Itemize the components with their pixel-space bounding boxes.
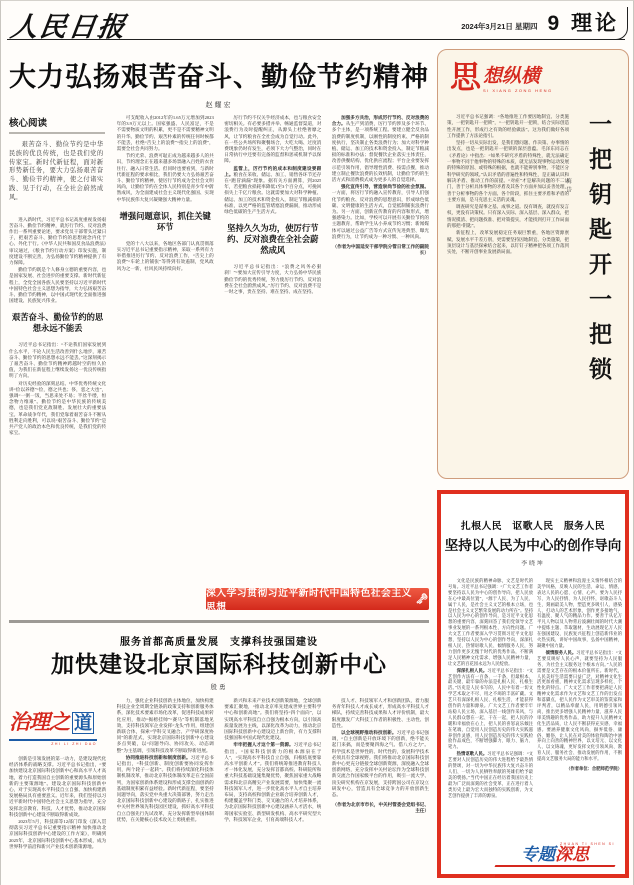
- logo-characters-red: 深思: [555, 844, 589, 864]
- logo-characters-blue: 专题: [521, 844, 555, 864]
- paragraph: 现实主义精神和浪漫主义情怀相结合的美学风格，反映人民的生活、命运、情感，表达人民的心愿、心情、心声。要为人民抒写、为人民抒情、为人民抒怀，讴歌奋斗人生，刻画最美人物，塑造更多吸引人、感染人、打动人的艺术形象，创作更多接地气、有温度、聚人气的精品力作。要善于从亿万平凡人物以及人物背后波澜壮阔的时代大潮中提炼主题、萃取题材，生动展现亿万人民在强国建设、民族复兴征程上创造新伟业的火热实践，讲好中国故事，弘扬中国精神，凝聚中国力量。: [537, 578, 622, 648]
- sixiang-body: [447, 114, 569, 466]
- logo-characters-red: 治理之: [9, 710, 69, 734]
- paragraph: 对历史经验的深刻总结。中华优秀传统文化讲“俭以养德”“俭，德之共也；侈，恶之大也”，强调“一粥一饭，当思来处不易；半丝半缕，恒念物力维艰”。勤俭节约是中华民族的传统美德，也是我们党克敌制胜、发展壮大的重要法宝。革命战争年代，我们党靠着艰苦奋斗不断从胜利走向胜利，可以说“艰苦奋斗、勤俭节约”是共产党人的政治本色和优良传统，是我们党的传家宝。: [9, 380, 107, 436]
- paragraph: 坚持一切从实际出发，是我们想问题、作决策、办事情的出发点，也是一把钥匙开一把锁的深层意蕴。毛泽东同志在《矛盾论》中指出：“如果不研究矛盾的特殊性，就无法确定一事物不同于他事物的特殊的本质，就无法发现事物运动发展的特殊的原因、或特殊的根据，也就不能辨别事物，不能区分科学研究的领域。”认识矛盾的普遍性和特殊性，是正确认识和解决矛盾、推动工作的前提。“对症”才是解决问题的不二法门，善于分析具体事物的矛盾及其各个方面并加以妥善处理，善于分析事物的各个方面、各个阶段，抓住主要矛盾和矛盾的主要方面，是马克思主义活的灵魂。: [447, 140, 569, 202]
- paragraph: 节约光荣、浪费可耻正成为越来越多人的共识，节约理念正在越来越多场景融入百姓的衣食住行、融入日常生活。但同时也要看到，与新时代新征程的要求相比，我们仍要大力弘扬艰苦奋斗、勤俭节约精神，使厉行节约成为全社会文明风尚，让勤俭节约在全体人民特别是青少年中蔚然成风，为全面建成社会主义现代化强国、实现中华民族伟大复兴凝聚强大精神力量。: [116, 153, 214, 202]
- column-subhead: 坚持久久为功，使厉行节约、反对浪费在全社会蔚然成风: [227, 223, 319, 256]
- logo-character: 思: [450, 60, 481, 95]
- key-icon: 🗝: [415, 593, 429, 605]
- article-column-4: [332, 115, 429, 581]
- paragraph: 以全球视野推动科技创新。习近平总书记强调，“自主创新是开放环境下的创新，绝不能关起门来搞，而是要聚四海之气、借八方之力”。科学技术是世界性的、时代性的，发展科学技术必须具有全球视野。我们将推动北京国际科技创新中心更充分链接全球创新资源，深度融入全球创新网络，充分发挥中关村论坛作为全球科技创新交流合作国家级平台的作用，吸引一流大学、顶尖研究机构在京发展，支持跨国公司在京设立研发中心，营造具有全球竞争力的开放创新生态。: [331, 730, 429, 798]
- author-signature: （作者为北京市市长，中关村管委会党组书记、主任）: [332, 802, 429, 814]
- logo-pinyin: SI XIANG ZONG HENG: [483, 88, 553, 93]
- sixiang-author: 梅岱: [565, 178, 571, 195]
- paragraph: 文化是民族的精神命脉，文艺是时代的号角。习近平总书记强调：“广大文艺工作者要坚持以人民为中心的创作导向，把人民放在心中最高位置”，“源于人民、为了人民、属于人民，是社会主义文艺的根本立场，也是社会主义文艺繁荣发展的动力所在”。坚持以人民为中心的创作导向，是习近平文化思想的重要内容，深刻回答了我们党领导文艺事业发展的一系列根本性、方向性问题。广大文艺工作者要深入学习贯彻习近平文化思想，坚持以人民为中心的创作导向，深深扎根人民、热情讴歌人民、倾情服务人民，努力创作更多无愧于时代的优秀作品，不断满足人民精神文化需求、增强人民精神力量，让文艺的百花园永远为人民绽放。: [448, 578, 533, 666]
- bottom-column-4: [332, 698, 429, 878]
- paragraph: 厉行节约不仅关乎经济成本，也与粮食安全密切相关。有必要多措并举、畅通监督渠道，对浪费行为及时提醒纠正，从源头上杜绝奢靡之风，让节约粮食在全社会成为自觉行动。此外，在一些公共场所和聚餐场合，大吃大喝、过度消费现象仍时有发生，必须下大力气整治，同时在日常执行中还要有完备的监督和惩戒机制予以保障。: [224, 115, 322, 164]
- logo-pinyin: ZHUAN TI SHEN SI: [559, 841, 615, 846]
- article-column-2: [117, 115, 214, 617]
- paragraph: 习近平总书记指出：“浪费之风务必狠刹！”“要加大宣传引导力度，大力弘扬中华民族勤俭节约的优秀传统，努力使厉行节约、反对浪费在全社会蔚然成风。”厉行节约、反对浪费不是一时之事，贵在坚持、难在坚持、成在坚持。: [224, 264, 322, 295]
- date-line: 2024年3月21日 星期四: [461, 22, 538, 31]
- core-reading-label: 核心阅读: [9, 118, 48, 129]
- paragraph: 勤俭节约既是个人修身立德的重要内容，也是国家发展、社会进步的重要支撑。新时代新征程上，全党全国各族人民要坚持以习近平新时代中国特色社会主义思想为指导，大力弘扬艰苦奋斗、勤俭节约精神，以中国式现代化全面推进强国建设、民族复兴伟业。: [9, 267, 107, 304]
- featured-column-2: [537, 578, 622, 836]
- author-signature: （作者单位：合肥师范学院）: [566, 766, 622, 772]
- zhili-zhidao-logo: [9, 698, 106, 756]
- paragraph: 可支配收入由2012年的1.65万元增加到2023年的3.9万元以上。国家强盛、人民富足，不是不需要物质文明的积累，更不是不需要精神文明的升华。勤俭节约、艰苦朴素的传统任何时候都不能丢，杜绝“舌尖上的浪费”“指尖上的浪费”，需要全社会共同努力。: [116, 115, 214, 152]
- column-text: [9, 217, 106, 437]
- paragraph: 深深扎根人民。习近平总书记指出：“文艺创作方法有一百条、一千条，但最根本、最关键、最牢靠的办法是扎根人民、扎根生活。”历史是人民书写的，人民中有着一切文学艺术取之不尽、用之不竭的丰富矿藏。文艺只有深深扎根人民、扎根生活，才能获得创作的力量和源泉。广大文艺工作者要牢牢站稳人民立场，深入基层一线创作采风，与人民群众想在一起、干在一起，把人民的冷暖和幸福放在心上，把人民的喜怒哀乐倾注在笔端，自觉用人民创造历史的伟大实践滋养创作灵感，用人民创造历史的伟大实践检验作品成色，不断增强脚力、眼力、脑力、笔力。: [448, 667, 533, 750]
- sixiang-vertical-title: 一把钥匙开一把锁: [586, 112, 612, 392]
- main-author: 赵耀宏: [205, 101, 233, 109]
- header-corner-rule: [612, 7, 628, 40]
- zhuanti-shensi-logo: [495, 842, 615, 868]
- paragraph: 加强多方共治，形成厉行节约、反对浪费的合力。从生产到消费，厉行节约涉及多个环节、多个主体，是一项系统工程。要建立健全反食品浪费的制度机制，以刚性的制度约束、严格的制度执行，坚决制止各类浪费行为；加大对科学种植、储运、加工的技术和资金投入，制定节粮减损的标准和办法；督促餐饮企业落实主体责任，改善供餐结构、优化供应流程；平台企业要发挥示范引领作用，倡导理性消费、按需点餐，推动建立制止餐饮浪费的长效机制，让勤俭节约的生活方式和消费模式成为更多人的自觉选择。: [331, 115, 429, 183]
- bottom-author: 殷勇: [210, 684, 228, 691]
- study-banner: [206, 588, 429, 613]
- featured-author: 李晓坤: [521, 561, 545, 567]
- core-reading-box: [9, 115, 106, 203]
- paragraph: 技人才、科技领军人才和创新团队，着力服务青年科技人才成长成才，形成高水平科技人才梯队，持续完善科技成果和人才评价机制，最大限度激发广大科技工作者的积极性、主动性、创造性。: [331, 698, 429, 728]
- paragraph: 力，强化企业科技创新主体地位，加快构建科技企业全周期全链条的政策支持和创新服务体系，深化技术要素市场化改革，促进科技成果转化应用，推动“揭榜挂帅”“赛马”等机制落地见效，支持科技领军企业发挥“龙头”作用，组建创新联合体，探索“学科交叉融合、产学研深度协同”的新范式，实现北京国际科技创新中心建设多点突破，以“问题导向、协同攻关、动态调整”为主基调，引领科技改革不断取得新进展。: [116, 698, 214, 753]
- paragraph: 牢牢把握人才这个第一资源。习近平总书记指出，“国家科技创新力的根本源泉在于人”，“实现高水平科技自立自强，归根结底要靠高水平创新人才”。我们将统筹推进教育科技人才一体化发展，充分发挥首都高校、科研院所和重大科技基础设施集聚优势，聚焦国家重大战略需求和北京高精尖产业发展需要，加快集聚一流科技领军人才，进一步优化高水平人才自主培养布局，支持高校和创新企业联合培养创新人才，构建覆盖学科门类、交叉融合的人才培养体系，为北京国际科技创新中心建设涵养人才活水，统筹国家实验室、新型研发机构、高水平研究型大学、科技领军企业，引育高端科技人才。: [224, 742, 322, 822]
- paragraph: 倾情服务人民。习近平总书记指出：“文艺要反映好人民心声，就要坚持为人民服务、为社会主义服务这个根本方向。”人民的需要是文艺存在的根本价值所在。新时代，人民美好生活需要日益广泛，对精神文化生活更加看重，精神文化需求呈现多样化、个性化的特点。广大文艺工作者要把满足人民精神文化需求作为文艺和文艺工作的出发点和落脚点，把人民作为文艺审美的鉴赏家和评判者，以精品奉献人民，用明德引领风尚，推出更多增强人民精神力量、滋养人民审美情趣的优秀作品，助力提升人民精神文化生活品质，让人民不断获得充实感、幸福感。要涵养健康文化风尚，摒弃低俗、庸俗、媚俗，让人民在对美的体验和陶冶中涵养向上向善的精神世界，以文培元、以文化人、以文铸魂，更好发挥文化引领风尚、教育人民、服务社会、推动发展的作用，不断提高文艺服务大局的能力和水平。: [537, 649, 622, 762]
- study-banner-text: 深入学习贯彻习近平新时代中国特色社会主义思想: [206, 588, 412, 613]
- column-subhead: 增强问题意识，抓住关键环节: [119, 210, 211, 232]
- paragraph: 协同推进科技创新和制度创新。习近平总书记指出，“科技创新、制度创新要协同发挥作用，两个轮子一起转”。我们将持续深化科技体制机制改革，推动北京科技体制改革走在全国前列，为国家创新体系建设和形成支撑全面创新的基础制度积累有益经验。新时代新征程，要坚持问题导向，落实党中央重大决策部署，努力走出北京国际科技创新中心建设的新路子，扎实推进中关村世界领先科技园区建设，抓好高水平科技自立自强先行先试改革，充分发挥新型举国体制优势，在关键核心技术攻关上勇挑重担。: [116, 754, 214, 822]
- paragraph: 调查研究是谋事之基、成事之道。没有调查，就没有发言权，更没有决策权。只有深入实际、深入基层、深入群众，把情况摸清、把问题找准、把对策提实，才能找到打开工作局面的那把“钥匙”。: [447, 204, 569, 229]
- sixiang-zongheng-box: [437, 49, 629, 479]
- paragraph: 进入新时代，习近平总书记高度重视发扬艰苦奋斗、勤俭节约精神，就厉行节约、反对浪费作出一系列重要论述，要求党员干部带头过紧日子，把艰苦奋斗、勤俭节约的思想观念内化于心、外化于行。《中华人民共和国反食品浪费法》审议通过，《粮食节约行动方案》印发实施，制度建设不断完善，为弘扬勤俭节约精神提供了有力保障。: [9, 216, 107, 265]
- logo-underline: [495, 865, 616, 867]
- paragraph: 强化宣传引导，营造崇尚节俭的社会氛围。一方面，将厉行节约融入宣传教育，引导人们强化节约粮食、反对浪费的思想意识，形成绿色低碳、文明健康的生活方式，自觉抵制铺张浪费行为。另一方面，创新宣传教育的内容和形式，增强感染力。比如，学校可以开展有关勤俭节约的主题教育，帮助学生从小养成节约习惯；新闻媒体可以通过公益广告等方式宣传先进典型、曝光浪费行为，让节约成为一种习惯、一种风尚。: [331, 184, 429, 239]
- featured-kicker: 扎根人民 讴歌人民 服务人民: [460, 521, 606, 532]
- page-number-section: 9 理论: [547, 12, 619, 35]
- paragraph: 党的十八大以来，各地区各部门认真贯彻落实习近平总书记重要指示精神，采取一系列有力举措推进厉行节约、反对浪费工作，“舌尖上的浪费”“车轮上的铺张”等得到有效遏制，党风政风为之一新，社风民风持续向好。: [116, 240, 214, 271]
- paragraph: 习近平总书记指出：“不论我们国家发展到什么水平，不论人民生活改善到什么地步，艰苦奋斗、勤俭节约的思想永远不能丢。”这深刻揭示了艰苦奋斗、勤俭节约精神跨越时空的恒久价值，为我们在新征程上继续发扬这一优良传统指明了方向。: [9, 342, 107, 379]
- header-rule: [7, 39, 625, 40]
- paragraph: 习近平总书记强调：“各地推进工作要因地制宜、分类施策，一把钥匙开一把锁”，“一把钥匙开一把锁，结合实际创造性开展工作，形成行之有效的经验做法”。这为我们做好各项工作提供了方法论指引。: [447, 114, 569, 138]
- column-subhead: 艰苦奋斗、勤俭节约的思想永远不能丢: [11, 312, 104, 334]
- sixiang-zongheng-logo: [450, 62, 553, 93]
- paragraph: 新兴和未来产业技术创新策源地，全球创新要素汇聚地，“推动北京率先建成世界主要科学中心和创新高地”。我们将坚持“四个面向”，以实现高水平科技自立自强为根本方向，以引领高质量发展为主线，以深化改革为动力，推动北京国际科技创新中心建设迈上新台阶，有力支撑科技强国和中国式现代化建设。: [224, 698, 322, 741]
- main-headline: 大力弘扬艰苦奋斗、勤俭节约精神: [9, 62, 429, 92]
- masthead-logo: 人民日报: [8, 12, 129, 42]
- bottom-column-1: [9, 698, 106, 878]
- paragraph: 热情讴歌人民。习近平总书记强调：“文艺要对人民创造历史的伟大进程给予最热情的赞颂，对一切为中华民族伟大复兴奋斗的人们、一切为人民牺牲奉献的英雄们给予最美的褒扬。”当代中国正在经历着我国历史上最为广泛而深刻的社会变革，正在进行着人类历史上最为宏大而独特的实践创新，为文艺创作提供了丰沛的源泉。: [448, 751, 533, 798]
- logo-characters: 想纵横: [483, 66, 541, 87]
- header-right: [461, 7, 619, 37]
- article-column-1: [9, 115, 106, 617]
- bottom-kicker: 服务首都高质量发展 支撑科技强国建设: [120, 637, 318, 648]
- featured-headline: 坚持以人民为中心的创作导向: [444, 538, 622, 553]
- core-reading-text: 艰苦奋斗、勤俭节约是中华民族的优良传统，也是我们党的传家宝。新时代新征程，面对新形势新任务，要大力弘扬艰苦奋斗、勤俭节约精神，使之付诸实践、见于行动，在全社会蔚然成风。: [9, 141, 104, 201]
- author-signature: （作者为中国延安干部学院分管日常工作的副院长）: [332, 244, 429, 256]
- article-column-3: [224, 115, 321, 581]
- paragraph: 2023年5月，科技部等12部门印发《深入贯彻落实习近平总书记重要指示精神 加快推动北京国际科技创新中心建设的工作方案》，明确到2025年，北京国际科技创新中心基本形成，成为世界科学前沿和新兴产业技术创新策源地。: [9, 819, 107, 849]
- logo-character-blue: 道: [74, 713, 92, 733]
- logo-pinyin: ZHI LI ZHI DAO: [51, 742, 97, 746]
- bottom-column-3: [224, 698, 321, 878]
- bottom-headline: 加快建设北京国际科技创新中心: [51, 651, 387, 677]
- featured-column-1: [448, 578, 533, 836]
- column-text: [9, 756, 106, 850]
- section-divider: [9, 620, 429, 623]
- bottom-article: [9, 627, 429, 881]
- main-article: [9, 47, 429, 619]
- paragraph: 新征程上，改革发展稳定任务艰巨繁重，各地区资源禀赋、发展水平千差万别，更需要坚持因地制宜、分类施策，把顶层设计与基层探索结合起来，以钉钉子精神把各项工作落到实处，不断开创事业发展新局面。: [447, 230, 569, 255]
- featured-article-box: [437, 490, 629, 878]
- paragraph: 创新是引领发展的第一动力，是建设现代化经济体系的战略支撑。习近平总书记指出，“要加快建设北京国际科技创新中心和高水平人才高地，着力打造我国自主创新的重要源头和原始创新的主要策源地”。建设北京国际科技创新中心，对于实现高水平科技自立自强、加快构建新发展格局具有重要意义。近年来，我们坚持以习近平新时代中国特色社会主义思想为指导，充分发挥北京教育、科技、人才优势，推动北京国际科技创新中心建设不断取得新成效。: [9, 756, 107, 817]
- bottom-column-2: [117, 698, 214, 878]
- paragraph: 监管上，厉行节约的成本和制度建设要跟上。粮食在采收、储运、加工、销售各环节还存在“跑冒滴漏”现象。据有关方面测算，到2025年，若把粮食损耗率降低1至3个百分点，可挽回损失上千亿斤粮食。这就需要加大对科学种植、储运、加工的技术和资金投入，制定节粮减损的标准，以更严格的监管堵塞浪费漏洞，推动形成绿色低碳的生产生活方式。: [224, 165, 322, 215]
- logo-underline: [9, 739, 97, 741]
- core-reading-rule: [9, 132, 105, 134]
